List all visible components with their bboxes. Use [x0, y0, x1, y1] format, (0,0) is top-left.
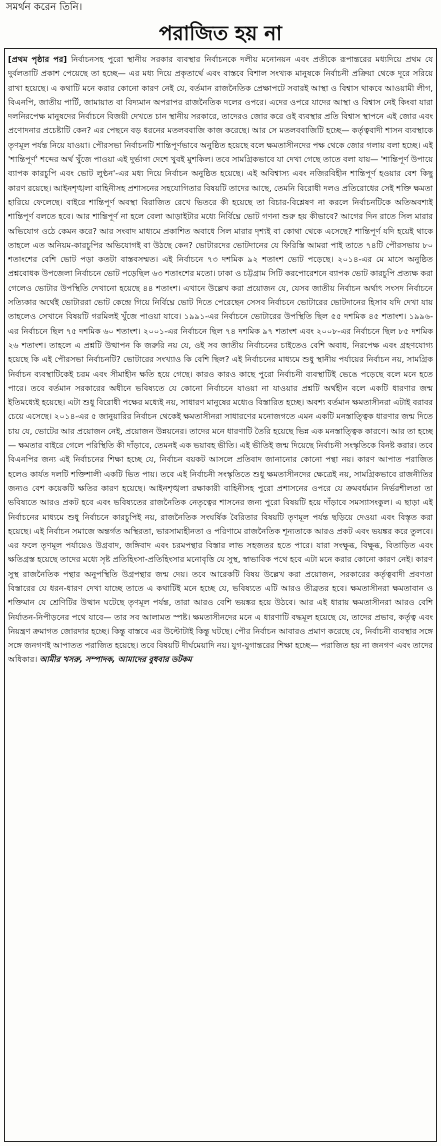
article-headline: পরাজিত হয় না	[159, 21, 282, 45]
previous-article-fragment: সমর্থন করেন তিনি।	[6, 2, 83, 13]
article-text: নির্বাচনসহ পুরো স্থানীয় সরকার ব্যবস্থার নির্বাচনকে দলীয় মনোনয়ন এবং প্রতীকে রূপান্তরের মধ্যদিয়ে প্রথম যে দুর্বলতাটি প্রকাশ পেয়েছে তা হচ্ছে— এর মধ্য দিয়ে প্রকৃতার্থে এবং বাস্তবে বিশাল সংখ্যক মানুষকে নির্বাচনী প্রক্রিয়া থেকে দূরে সরিয়ে রাখা হয়েছে। এ কথাটি মনে করার কোনো কারণ নেই যে, বর্তমান রাজনৈতিক প্রেক্ষাপটে সবারই আস্থা ও বিশ্বাস থাকবে আওয়ামী লীগ, বিএনপি, জাতীয় পার্টি, জামায়াত বা বিদ্যমান অপরাপর রাজনৈতিক দলের ওপরে। এদের ওপরে যাদের আস্থা ও বিশ্বাস নেই কিংবা যারা দলনিরপেক্ষ মানুষদের নির্বাচনে বিজয়ী দেখতে চান স্থানীয় সরকারে, তাদেরও জোর করে ওই ব্যবস্থার প্রতি বিশ্বাস স্থাপনে এই জোর এবং প্রণোদনার প্রচেষ্টাটি কেন? এর পেছনে বড় ধরনের মতলববাজি কাজ করেছে। আর সে মতলববাজিটি হচ্ছে— কর্তৃত্ববাদী শাসন ব্যবস্থাকে তৃণমূল পর্যন্ত নিয়ে যাওয়া। পৌরসভা নির্বাচনটি শান্তিপূর্ণভাবে অনুষ্ঠিত হয়েছে বলে ক্ষমতাসীনদের পক্ষ থেকে জোর গলায় বলা হচ্ছে। এই 'শান্তিপূর্ণ' শব্দের অর্থ খুঁজে পাওয়া এই দুর্ভাগা দেশে খুবই মুশকিল। তবে সামগ্রিকভাবে যা দেখা গেছে তাতে বলা যায়— 'শান্তিপূর্ণ উপায়ে ব্যাপক কারচুপি এবং ভোট লুণ্ঠন'-এর মধ্য দিয়ে নির্বাচন অনুষ্ঠিত হয়েছে। এই অবিশ্বাস্য এবং নজিরবিহীন শান্তিপূর্ণ হওয়ার বেশ কিছু কারণ রয়েছে। আইনশৃঙ্খলা বাহিনীসহ প্রশাসনের সহযোগিতার বিষয়টি তাদের আছে, তেমনি বিরোধী দলও প্রতিরোধের সেই শক্তি ক্ষমতা হারিয়ে ফেলেছে। বাইরে শান্তিপূর্ণ অবস্থা বিরাজিত রেখে ভিতরে কী হয়েছে তা বিচার-বিশ্লেষণ না করলে নির্বাচনটিকে অতিঅবশ্যই শান্তিপূর্ণ বলতে হবে। আর শান্তিপূর্ণ না হলে বেলা আড়াইটার মধ্যে নির্বিঘ্নে ভোট গণনা শুরু হয় কীভাবে? আগের দিন রাতে সিল মারার অভিযোগ ওঠে কেমন করে? আর সংবাদ মাধ্যমে প্রকাশিত অবাধে সিল মারার দৃশ্যই বা কোথা থেকে এসেছে? শান্তিপূর্ণ যদি হয়েই থাকে তাহলে এত অনিয়ম-কারচুপির অভিযোগই বা উঠছে কেন? ভোটারদের ভোটদানের যে ফিরিস্তি আমরা পাই তাতে ৭৪টি পৌরসভায় ৮০ শতাংশের বেশি ভোট পড়া কতটা বাস্তবসম্মত। এই নির্বাচনে ৭৩ দশমিক ৯২ শতাংশ ভোট পড়েছে। ২০১৪-এর মে মাসে অনুষ্ঠিত প্রশ্নবোধক উপজেলা নির্বাচনে ভোট পড়েছিল ৬৩ শতাংশের মতো। ঢাকা ও চট্টগ্রাম সিটি করপোরেশনে ব্যাপক ভোট কারচুপি প্রত্যক্ষ করা গেলেও ভোটার উপস্থিতি দেখানো হয়েছে ৪৪ শতাংশ। এখানে উল্লেখ করা প্রয়োজন যে, যেসব জাতীয় নির্বাচন অর্থাৎ সংসদ নির্বাচনে সত্যিকার অর্থেই ভোটাররা ভোট কেন্দ্রে গিয়ে নির্বিঘ্নে ভোট দিতে পেরেছেন সেসব নির্বাচনে ভোটারের ভোটদানের হিসাব যদি দেখা যায় তাহলেও সেখানে বিষয়টি গরমিলই খুঁজে পাওয়া যাবে। ১৯৯১-এর নির্বাচনে ভোটারের উপস্থিতি ছিল ৫৫ দশমিক ৪৫ শতাংশ। ১৯৯৬-এর নির্বাচনে ছিল ৭৫ দশমিক ৬০ শতাংশ। ২০০১-এর নির্বাচনে ছিল ৭৪ দশমিক ৯৭ শতাংশ এবং ২০০৮-এর নির্বাচনে ছিল ৮৫ দশমিক ২৬ শতাংশ। তাহলে এ প্রশ্নটি উত্থাপন কি জরুরি নয় যে, ওই সব জাতীয় নির্বাচনের চাইতেও বেশি অবাধ, নিরপেক্ষ এবং গ্রহণযোগ্য হয়েছে কি এই পৌরসভা নির্বাচনটি? ভোটারের সংখ্যাও কি বেশি ছিল? এই নির্বাচনের মাধ্যমে শুধু স্থানীয় পর্যায়ের নির্বাচন নয়, সামগ্রিক নির্বাচন ব্যবস্থাটিকেই চরম এবং সীমাহীন ক্ষতি হয়ে গেছে। কারও কারও কাছে পুরো নির্বাচনী ব্যবস্থাটিই ভেঙে পড়েছে বলে মনে হতে পারে। তবে বর্তমান সরকারের অধীনে ভবিষ্যতে যে কোনো নির্বাচনে যাওয়া না যাওয়ার প্রশ্নটি অর্থহীন বলে একটি ধারণার জন্ম ইতিমধ্যেই হয়েছে। এটা শুধু বিরোধী পক্ষের মধ্যেই নয়, সাধারণ মানুষের মধ্যেও বিস্তারিত হচ্ছে। অবশ্য বর্তমান ক্ষমতাসীনরা এটাই বরাবর চেয়ে এসেছে। ২০১৪-এর ৫ জানুয়ারির নির্বাচন থেকেই ক্ষমতাসীনরা সাধারণের মনোজগতে এমন একটি মনস্তাত্ত্বিক ধারণার জন্ম দিতে চায় যে, ভোটের আর প্রয়োজন নেই, প্রয়োজন উন্নয়নের। তাদের মনে ধারণাটি তৈরি হয়েছে ভিন্ন এক মনস্তাত্ত্বিক কারণে। আর তা হচ্ছে— ক্ষমতার বাইরে গেলে পরিস্থিতি কী দাঁড়াবে, তেমনই এক ভয়াবহ ভীতি। এই ভীতিই জন্ম দিয়েছে নির্বাচনী সংস্কৃতিকে বিনষ্ট করার। তবে বিএনপির জন্য এই নির্বাচনের শিক্ষা হচ্ছে যে, নির্বাচন বয়কট আসলে প্রতিবাদ জানানোর কোনো পন্থা নয়। কারণ আপাত পরাজিত হলেও কার্যত দলটি শক্তিশালী একটি ভিত পায়। তবে এই নির্বাচনী সংস্কৃতিতে শুধু ক্ষমতাসীনদের ক্ষেত্রেই নয়, সামগ্রিকভাবে রাজনীতির জন্যও বেশ কয়েকটি ক্ষতির কারণ হয়েছে। আইনশৃঙ্খলা রক্ষাকারী বাহিনীসহ পুরো প্রশাসনের ওপরে যে ক্রমবর্ধমান নির্ভরশীলতা তা ভবিষ্যতে আরও প্রকট হবে এবং ভবিষ্যতের রাজনৈতিক নেতৃত্বের শাসনের জন্য পুরো বিষয়টি হয়ে দাঁড়াবে সমস্যাসংকুল। এ ছাড়া এই নির্বাচনের মাধ্যমে শুধু নির্বাচনে কারচুপিই নয়, রাজনৈতিক সংঘর্ষিক বৈরিতার বিষয়টি তৃণমূল পর্যন্ত ছড়িয়ে দেওয়া এবং বিস্তৃত করা হয়েছে। এই নির্বাচন সমাজে অন্তর্গত অস্থিরতা, ভারসাম্যহীনতা ও পরিণামে রাজনৈতিক শূন্যতাকে আরও প্রকট এবং ভয়ঙ্কর করে তুলবে। এর ফলে তৃণমূল পর্যায়েও উগ্রবাদ, জঙ্গিবাদ এবং চরমপন্থার বিস্তার লাভ সহজতর হতে পারে। যারা সংক্ষুব্ধ, বিক্ষুব্ধ, বিতাড়িত এবং ক্ষতিগ্রস্ত হয়েছে তাদের মধ্যে সৃষ্ট প্রতিহিংসা-প্রতিহিংসার মনোবৃত্তি যে সুস্থ, স্বাভাবিক পথে হবে এটা মনে করার কোনো কারণ নেই। কারণ সুস্থ রাজনৈতিক পন্থার অনুপস্থিতি উগ্রপন্থার জন্ম দেয়। তবে আরেকটি বিষয় উল্লেখ করা প্রয়োজন, সরকারের কর্তৃত্ববাদী প্রবণতা বিস্তারের যে ধরন-ধারণ দেখা যাচ্ছে তাতে এ কথাটিই মনে হচ্ছে যে, ভবিষ্যতে এটি আরও তীব্রতর হবে। ক্ষমতাসীনরা ক্ষমতাবান ও শক্তিমান যে শ্রেণিটির উত্থান ঘটেছে তৃণমূল পর্যন্ত, তারা আরও বেশি ভয়ঙ্কর হয়ে উঠবে। আর এই ধারায় ক্ষমতাসীনরা আরও বেশি নির্যাতন-নিপীড়নের পথে যাবে— তার সব আলামত স্পষ্ট। ক্ষমতাসীনদের মনে এ ধারণাটি বদ্ধমূল হয়েছে যে, তাদের প্রভাব, কর্তৃত্ব এবং নিয়ন্ত্রণ ক্রমাগত জোরদার হচ্ছে। কিন্তু বাস্তবে এর উল্টোটাই কিন্তু ঘটছে। পৌর নির্বাচন আবারও প্রমাণ করেছে যে, নির্বাচনী ব্যবস্থার সঙ্গে সঙ্গে জনগণই আপাতত পরাজিত হয়েছে। তবে বিষয়টি দীর্ঘমেয়াদি নয়। যুগ-যুগান্তরের শিক্ষা হচ্ছে— পরাজিত হয় না জনগণ এবং তাদের অধিকার।	[8, 54, 433, 665]
article-body	[8, 52, 433, 1138]
continued-from-front-page-label: [প্রথম পৃষ্ঠার পর]	[8, 54, 68, 64]
article-byline: আমীর খসরু, সম্পাদক, আমাদের বুধবার ডটকম	[39, 654, 192, 665]
